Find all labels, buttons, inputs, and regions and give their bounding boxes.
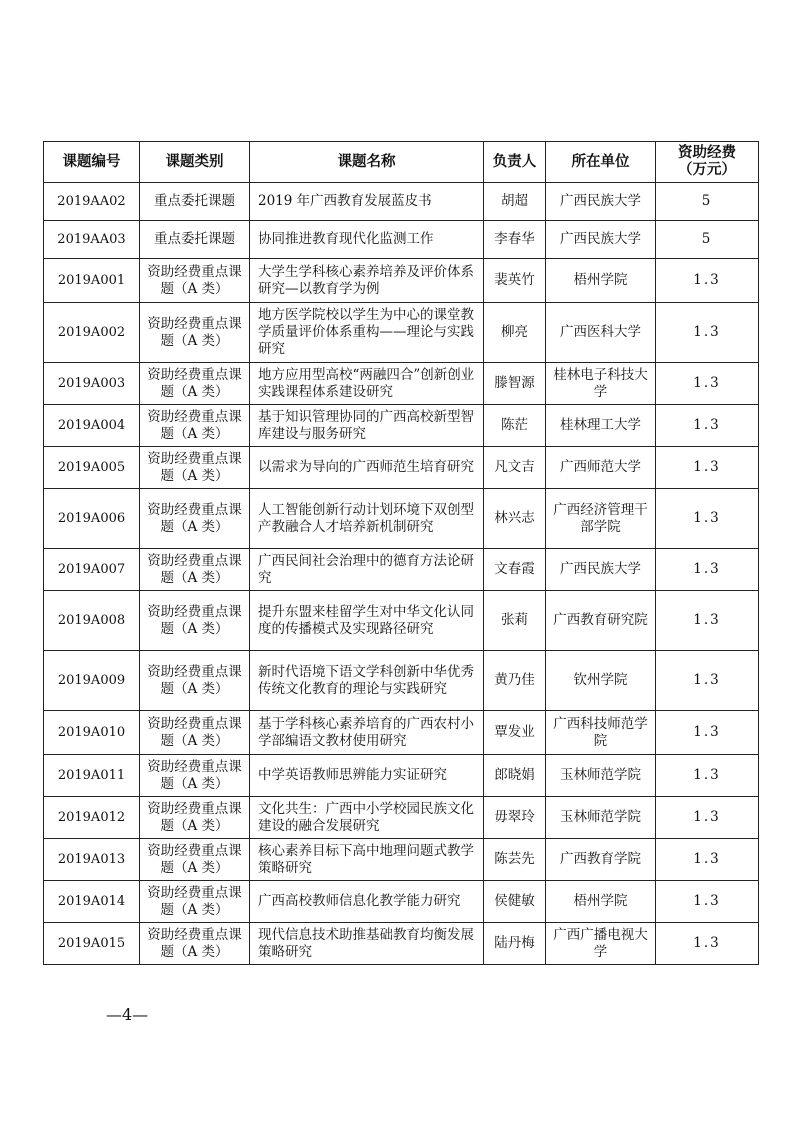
cell-code: 2019A002 [44,303,140,363]
header-title: 课题名称 [250,142,484,183]
cell-unit: 桂林电子科技大学 [546,363,656,405]
cell-leader: 毋翠玲 [484,797,546,839]
cell-category: 资助经费重点课题（A 类） [140,363,250,405]
cell-leader: 侯健敏 [484,881,546,923]
header-code: 课题编号 [44,142,140,183]
cell-leader: 滕智源 [484,363,546,405]
page-number: —4— [106,1005,149,1024]
cell-category: 资助经费重点课题（A 类） [140,489,250,549]
table-row [44,221,759,259]
cell-unit: 广西民族大学 [546,549,656,591]
cell-title: 大学生学科核心素养培养及评价体系研究—以教育学为例 [250,259,484,303]
table-row [44,447,759,489]
cell-title: 基于学科核心素养培育的广西农村小学部编语文教材使用研究 [250,711,484,755]
cell-funding: 1.3 [656,711,759,755]
header-unit: 所在单位 [546,142,656,183]
table-row [44,303,759,363]
table-row [44,591,759,651]
cell-leader: 李春华 [484,221,546,259]
cell-category: 资助经费重点课题（A 类） [140,797,250,839]
cell-unit: 广西民族大学 [546,221,656,259]
cell-category: 资助经费重点课题（A 类） [140,591,250,651]
table-row [44,797,759,839]
cell-title: 新时代语境下语文学科创新中华优秀传统文化教育的理论与实践研究 [250,651,484,711]
cell-title: 以需求为导向的广西师范生培育研究 [250,447,484,489]
cell-title: 广西民间社会治理中的德育方法论研究 [250,549,484,591]
cell-unit: 玉林师范学院 [546,797,656,839]
cell-code: 2019A007 [44,549,140,591]
cell-leader: 陆丹梅 [484,923,546,965]
table-row [44,881,759,923]
table-row [44,651,759,711]
cell-leader: 覃发业 [484,711,546,755]
cell-category: 资助经费重点课题（A 类） [140,711,250,755]
cell-category: 资助经费重点课题（A 类） [140,447,250,489]
cell-code: 2019A004 [44,405,140,447]
cell-leader: 张莉 [484,591,546,651]
cell-funding: 1.3 [656,839,759,881]
cell-category: 资助经费重点课题（A 类） [140,881,250,923]
project-table [43,141,759,965]
cell-funding: 5 [656,183,759,221]
cell-title: 协同推进教育现代化监测工作 [250,221,484,259]
cell-funding: 1.3 [656,923,759,965]
cell-category: 资助经费重点课题（A 类） [140,405,250,447]
cell-unit: 梧州学院 [546,881,656,923]
cell-leader: 柳亮 [484,303,546,363]
header-leader: 负责人 [484,142,546,183]
cell-funding: 1.3 [656,881,759,923]
cell-leader: 郎晓娟 [484,755,546,797]
table-row [44,489,759,549]
cell-title: 中学英语教师思辨能力实证研究 [250,755,484,797]
cell-code: 2019A008 [44,591,140,651]
cell-code: 2019A014 [44,881,140,923]
cell-category: 资助经费重点课题（A 类） [140,651,250,711]
cell-unit: 梧州学院 [546,259,656,303]
cell-code: 2019A006 [44,489,140,549]
cell-leader: 陈芸先 [484,839,546,881]
table-row [44,183,759,221]
cell-code: 2019A011 [44,755,140,797]
cell-title: 现代信息技术助推基础教育均衡发展策略研究 [250,923,484,965]
cell-category: 重点委托课题 [140,183,250,221]
table-row [44,711,759,755]
cell-code: 2019A015 [44,923,140,965]
cell-leader: 陈茫 [484,405,546,447]
header-category: 课题类别 [140,142,250,183]
cell-funding: 1.3 [656,591,759,651]
cell-leader: 裴英竹 [484,259,546,303]
cell-unit: 钦州学院 [546,651,656,711]
cell-unit: 广西民族大学 [546,183,656,221]
cell-code: 2019A013 [44,839,140,881]
cell-code: 2019AA03 [44,221,140,259]
table-row [44,923,759,965]
cell-unit: 广西科技师范学院 [546,711,656,755]
cell-unit: 广西教育研究院 [546,591,656,651]
cell-funding: 1.3 [656,489,759,549]
cell-code: 2019A009 [44,651,140,711]
cell-funding: 1.3 [656,797,759,839]
cell-title: 人工智能创新行动计划环境下双创型产教融合人才培养新机制研究 [250,489,484,549]
cell-title: 提升东盟来桂留学生对中华文化认同度的传播模式及实现路径研究 [250,591,484,651]
cell-funding: 1.3 [656,755,759,797]
cell-leader: 凡文吉 [484,447,546,489]
cell-category: 资助经费重点课题（A 类） [140,549,250,591]
cell-leader: 胡超 [484,183,546,221]
cell-title: 广西高校教师信息化教学能力研究 [250,881,484,923]
cell-funding: 1.3 [656,405,759,447]
cell-funding: 5 [656,221,759,259]
cell-category: 资助经费重点课题（A 类） [140,303,250,363]
cell-code: 2019A003 [44,363,140,405]
cell-title: 核心素养目标下高中地理问题式教学策略研究 [250,839,484,881]
cell-unit: 桂林理工大学 [546,405,656,447]
cell-title: 2019 年广西教育发展蓝皮书 [250,183,484,221]
table-row [44,259,759,303]
cell-title: 基于知识管理协同的广西高校新型智库建设与服务研究 [250,405,484,447]
cell-leader: 文春霞 [484,549,546,591]
cell-unit: 广西教育学院 [546,839,656,881]
cell-code: 2019AA02 [44,183,140,221]
cell-title: 文化共生：广西中小学校园民族文化建设的融合发展研究 [250,797,484,839]
cell-unit: 广西经济管理干部学院 [546,489,656,549]
cell-unit: 玉林师范学院 [546,755,656,797]
cell-title: 地方医学院校以学生为中心的课堂教学质量评价体系重构——理论与实践研究 [250,303,484,363]
cell-category: 重点委托课题 [140,221,250,259]
cell-title: 地方应用型高校“两融四合”创新创业实践课程体系建设研究 [250,363,484,405]
cell-leader: 林兴志 [484,489,546,549]
cell-unit: 广西广播电视大学 [546,923,656,965]
table-row [44,549,759,591]
header-funding: 资助经费（万元） [656,142,759,183]
cell-category: 资助经费重点课题（A 类） [140,259,250,303]
table-row [44,363,759,405]
cell-unit: 广西师范大学 [546,447,656,489]
table-row [44,405,759,447]
table-header-row [44,142,759,183]
cell-category: 资助经费重点课题（A 类） [140,923,250,965]
cell-code: 2019A005 [44,447,140,489]
table-row [44,839,759,881]
cell-funding: 1.3 [656,549,759,591]
cell-category: 资助经费重点课题（A 类） [140,755,250,797]
cell-code: 2019A012 [44,797,140,839]
table-row [44,755,759,797]
cell-unit: 广西医科大学 [546,303,656,363]
cell-funding: 1.3 [656,651,759,711]
cell-funding: 1.3 [656,363,759,405]
cell-funding: 1.3 [656,447,759,489]
cell-category: 资助经费重点课题（A 类） [140,839,250,881]
cell-funding: 1.3 [656,259,759,303]
cell-code: 2019A010 [44,711,140,755]
cell-funding: 1.3 [656,303,759,363]
cell-code: 2019A001 [44,259,140,303]
cell-leader: 黄乃佳 [484,651,546,711]
